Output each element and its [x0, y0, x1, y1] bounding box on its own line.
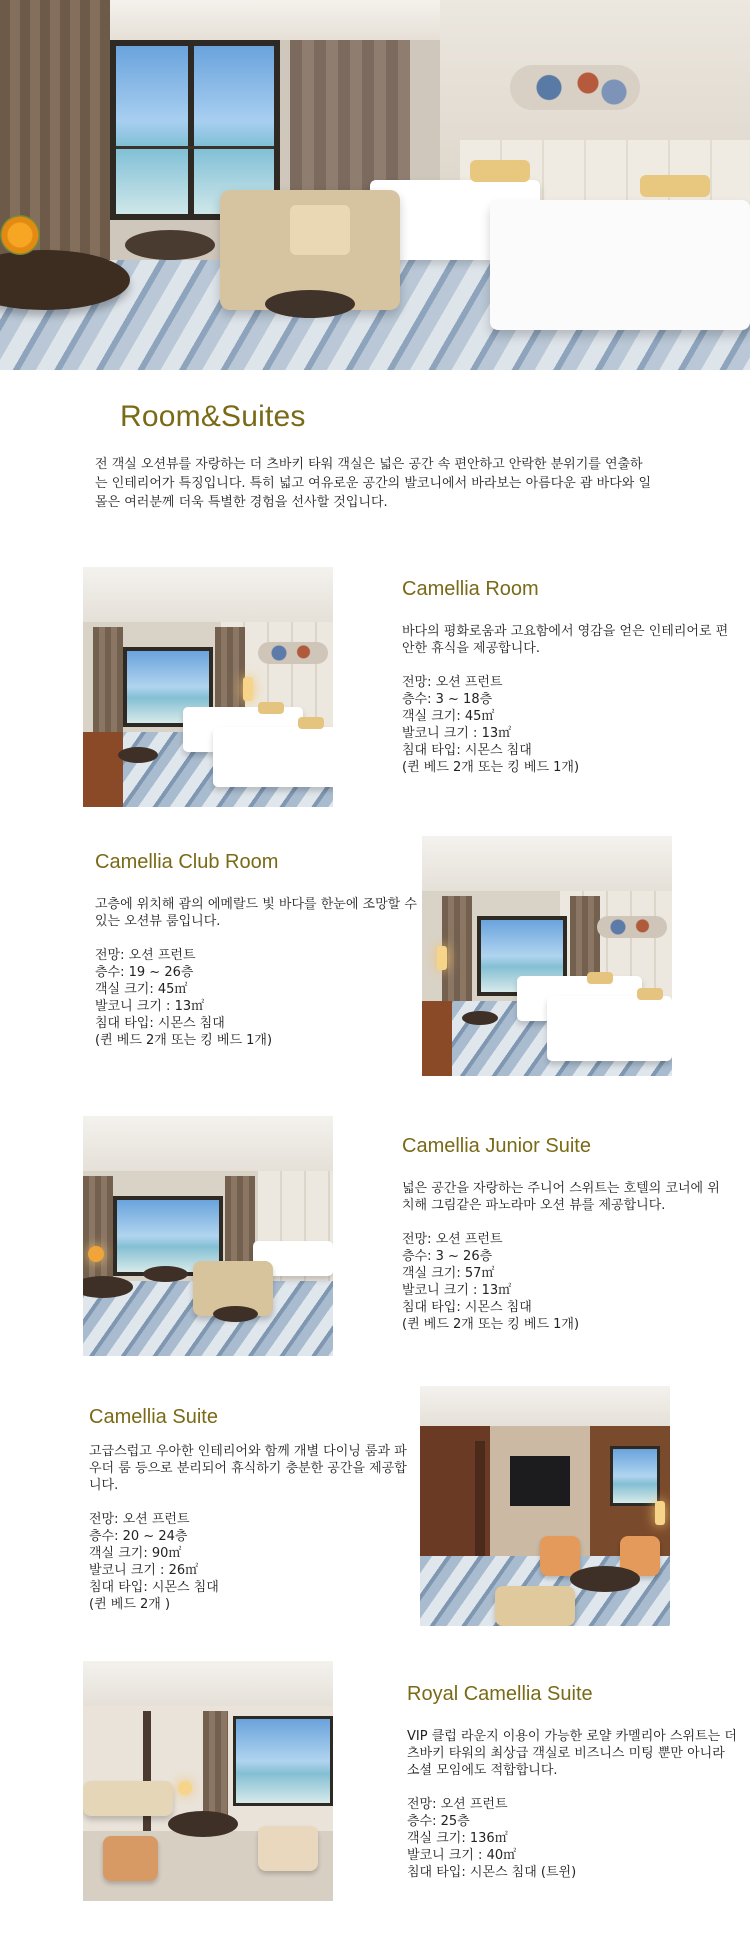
intro-text: 전 객실 오션뷰를 자랑하는 더 츠바키 타워 객실은 넓은 공간 속 편안하고 안락한 분위기를 연출하는 인테리어가 특징입니다. 특히 넓고 여유로운 공간의 발코니에서 바라보는 아름다운 괌 바다와 일몰은 여러분께 더욱 특별한 경험을 선사할 것입니다.: [95, 457, 652, 510]
spec-view: 전망: 오션 프런트: [407, 1797, 508, 1812]
spec-bed-type: 침대 타입: 시몬스 침대: [89, 1580, 219, 1595]
spec-balcony-size: 발코니 크기 : 40㎡: [407, 1848, 517, 1863]
spec-room-size: 객실 크기: 90㎡: [89, 1546, 182, 1561]
hero-cushion: [290, 205, 350, 255]
room-image-camellia-suite: [420, 1386, 670, 1626]
room-title: Camellia Suite: [89, 1406, 218, 1428]
spec-room-size: 객실 크기: 45㎡: [402, 709, 495, 724]
spec-floors: 층수: 3 ~ 26층: [402, 1249, 493, 1264]
room-info-camellia-junior-suite: [402, 1135, 732, 1333]
spec-bed-option: (퀸 베드 2개 ): [89, 1597, 171, 1612]
room-spec-list: [402, 674, 732, 776]
room-info-camellia-room: [402, 578, 732, 776]
spec-room-size: 객실 크기: 45㎡: [95, 982, 188, 997]
room-description: 고급스럽고 우아한 인테리어와 함께 개별 다이닝 룸과 파우더 룸 등으로 분리되어 휴식하기 충분한 공간을 제공합니다.: [89, 1444, 407, 1493]
spec-bed-type: 침대 타입: 시몬스 침대: [95, 1016, 225, 1031]
room-title: Camellia Club Room: [95, 851, 279, 873]
spec-bed-type: 침대 타입: 시몬스 침대 (트윈): [407, 1865, 577, 1880]
room-info-camellia-suite: [89, 1406, 419, 1613]
spec-view: 전망: 오션 프런트: [95, 948, 196, 963]
room-image-royal-camellia-suite: [83, 1661, 333, 1901]
room-spec-list: [407, 1796, 737, 1881]
spec-floors: 층수: 25층: [407, 1814, 470, 1829]
hero-bed: [490, 200, 750, 330]
spec-bed-option: (퀸 베드 2개 또는 킹 베드 1개): [402, 1317, 580, 1332]
spec-balcony-size: 발코니 크기 : 13㎡: [402, 726, 512, 741]
room-title: Camellia Room: [402, 578, 539, 600]
page-title: Room&Suites: [120, 400, 306, 433]
spec-balcony-size: 발코니 크기 : 13㎡: [95, 999, 205, 1014]
hero-wall-art: [510, 65, 640, 110]
hero-side-table: [125, 230, 215, 260]
room-image-camellia-club-room: [422, 836, 672, 1076]
room-info-camellia-club-room: [95, 851, 425, 1049]
spec-bed-option: (퀸 베드 2개 또는 킹 베드 1개): [95, 1033, 273, 1048]
spec-room-size: 객실 크기: 57㎡: [402, 1266, 495, 1281]
room-info-royal-camellia-suite: [407, 1683, 737, 1881]
spec-floors: 층수: 19 ~ 26층: [95, 965, 194, 980]
room-spec-list: [95, 947, 425, 1049]
room-image-camellia-room: [83, 567, 333, 807]
hero-room-photo: [0, 0, 750, 370]
spec-bed-type: 침대 타입: 시몬스 침대: [402, 743, 532, 758]
spec-view: 전망: 오션 프런트: [402, 675, 503, 690]
spec-balcony-size: 발코니 크기 : 26㎡: [89, 1563, 199, 1578]
room-description: VIP 클럽 라운지 이용이 가능한 로얄 카멜리아 스위트는 더 츠바키 타워의 최상급 객실로 비즈니스 미팅 뿐만 아니라 소셜 모임에도 적합합니다.: [407, 1729, 737, 1778]
spec-bed-option: (퀸 베드 2개 또는 킹 베드 1개): [402, 760, 580, 775]
hero-flowers: [0, 215, 40, 255]
spec-balcony-size: 발코니 크기 : 13㎡: [402, 1283, 512, 1298]
room-image-camellia-junior-suite: [83, 1116, 333, 1356]
room-description: 바다의 평화로움과 고요함에서 영감을 얻은 인테리어로 편안한 휴식을 제공합니다.: [402, 624, 729, 656]
spec-floors: 층수: 20 ~ 24층: [89, 1529, 188, 1544]
spec-floors: 층수: 3 ~ 18층: [402, 692, 493, 707]
room-title: Camellia Junior Suite: [402, 1135, 591, 1157]
spec-bed-type: 침대 타입: 시몬스 침대: [402, 1300, 532, 1315]
room-spec-list: [402, 1231, 732, 1333]
spec-view: 전망: 오션 프런트: [89, 1512, 190, 1527]
room-description: 넓은 공간을 자랑하는 주니어 스위트는 호텔의 코너에 위치해 그림같은 파노라마 오션 뷰를 제공합니다.: [402, 1181, 720, 1213]
spec-view: 전망: 오션 프런트: [402, 1232, 503, 1247]
room-description: 고층에 위치해 괌의 에메랄드 빛 바다를 한눈에 조망할 수 있는 오션뷰 룸입니다.: [95, 897, 417, 929]
hero-pillow: [640, 175, 710, 197]
hero-side-table: [265, 290, 355, 318]
room-spec-list: [89, 1511, 419, 1613]
spec-room-size: 객실 크기: 136㎡: [407, 1831, 508, 1846]
room-title: Royal Camellia Suite: [407, 1683, 593, 1705]
hero-pillow: [470, 160, 530, 182]
